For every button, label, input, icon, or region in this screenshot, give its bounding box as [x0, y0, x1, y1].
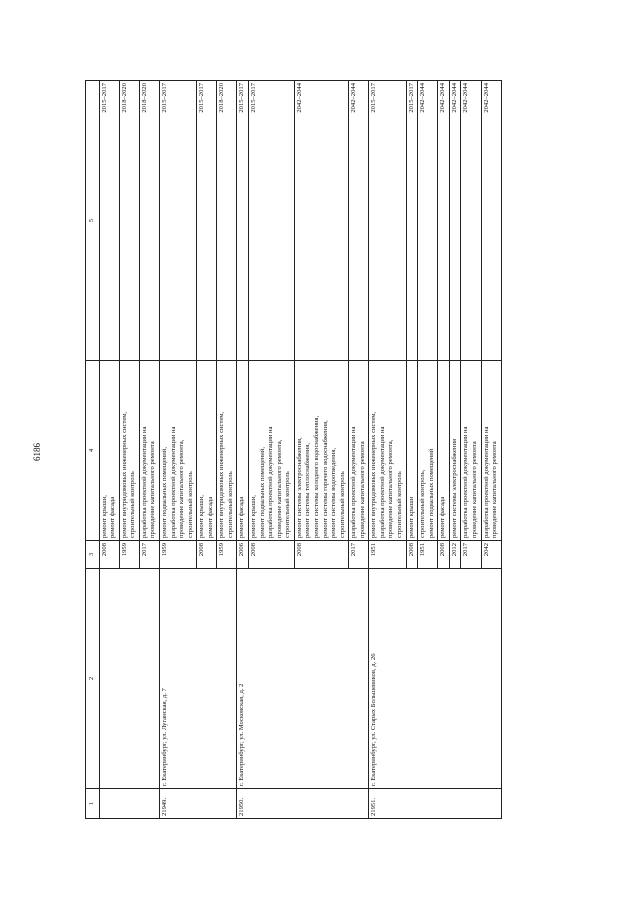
period-cell: 2042–2044	[294, 81, 348, 361]
works-cell	[139, 361, 159, 541]
header-col-4: 4	[86, 361, 100, 541]
works-cell	[99, 361, 119, 541]
work-line: ремонт системы электроснабжения,	[295, 437, 303, 538]
row-number: 21951.	[369, 789, 501, 819]
work-line: ремонт крыши	[407, 496, 415, 538]
year-cell: 2008	[406, 541, 418, 569]
work-line: ремонт системы горячего водоснабжения,	[321, 420, 329, 538]
works-cell	[418, 361, 438, 541]
period-cell: 2042–2044	[481, 81, 501, 361]
row-number: 21949.	[159, 789, 237, 819]
table-row	[99, 81, 119, 819]
period-cell: 2015–2017	[237, 81, 249, 361]
year-cell: 1959	[159, 541, 196, 569]
works-cell	[249, 361, 295, 541]
work-line: строительный контроль	[284, 471, 292, 538]
work-line: разработка проектной документации на	[378, 426, 386, 538]
year-cell: 2006	[237, 541, 249, 569]
works-cell	[438, 361, 450, 541]
row-number	[99, 789, 159, 819]
year-cell: 1959	[119, 541, 139, 569]
rotated-table-wrap	[85, 80, 602, 819]
work-line: проведение капитального ремонта	[491, 441, 499, 538]
period-cell: 2042–2044	[449, 81, 461, 361]
work-line: строительный контроль,	[419, 469, 427, 538]
header-col-5: 5	[86, 81, 100, 361]
work-line: разработка проектной документации на	[350, 426, 358, 538]
period-cell: 2042–2044	[438, 81, 450, 361]
header-col-2: 2	[86, 569, 100, 789]
work-line: ремонт фасада	[206, 496, 214, 538]
page-number: 6186	[32, 443, 42, 461]
table-row	[369, 81, 406, 819]
address-cell: г. Екатеринбург, ул. Старых Большевиков, д. 26	[369, 569, 501, 789]
work-line: ремонт системы водоотведения,	[330, 447, 338, 538]
works-cell	[481, 361, 501, 541]
year-cell: 2017	[139, 541, 159, 569]
period-cell: 2042–2044	[349, 81, 369, 361]
work-line: разработка проектной документации на	[140, 426, 148, 538]
works-cell	[461, 361, 481, 541]
year-cell: 1951	[369, 541, 406, 569]
work-line: разработка проектной документации на	[462, 426, 470, 538]
work-line: строительный контроль	[186, 471, 194, 538]
work-line: ремонт системы холодного водоснабжения,	[312, 415, 320, 538]
work-line: ремонт крыши,	[100, 495, 108, 538]
year-cell: 2042	[481, 541, 501, 569]
header-col-3: 3	[86, 541, 100, 569]
work-line: проведение капитального ремонта	[149, 441, 157, 538]
work-line: ремонт крыши,	[198, 495, 206, 538]
period-cell: 2018–2020	[217, 81, 237, 361]
work-line: строительный контроль	[396, 471, 403, 538]
work-line: ремонт подвальных помещений,	[160, 447, 168, 538]
works-cell	[217, 361, 237, 541]
work-line: проведение капитального ремонта,	[178, 439, 186, 538]
year-cell: 2017	[349, 541, 369, 569]
period-cell: 2042–2044	[418, 81, 438, 361]
work-line: ремонт фасада	[439, 496, 447, 538]
works-cell	[294, 361, 348, 541]
work-line: строительный контроль	[129, 471, 137, 538]
work-line: строительный контроль	[226, 471, 234, 538]
year-cell: 2008	[197, 541, 217, 569]
work-line: проведение капитального ремонта	[470, 441, 478, 538]
work-line: строительный контроль	[338, 471, 346, 538]
year-cell: 1951	[418, 541, 438, 569]
work-line: ремонт фасада	[109, 496, 117, 538]
address-cell	[99, 569, 159, 789]
work-line: ремонт подвальных помещений,	[258, 447, 266, 538]
work-line: ремонт подвальных помещений	[427, 448, 435, 538]
period-cell: 2015–2017	[369, 81, 406, 361]
works-cell	[406, 361, 418, 541]
year-cell: 2008	[99, 541, 119, 569]
table-row	[237, 81, 249, 819]
table-row	[159, 81, 196, 819]
row-number: 21950.	[237, 789, 369, 819]
work-line: ремонт внутридомовых инженерных систем,	[218, 411, 226, 538]
work-line: ремонт фасада	[238, 496, 246, 538]
work-line: ремонт внутридомовых инженерных систем,	[120, 411, 128, 538]
table-body	[99, 81, 501, 819]
work-line: проведение капитального ремонта,	[275, 439, 283, 538]
year-cell: 2008	[438, 541, 450, 569]
works-cell	[449, 361, 461, 541]
address-cell: г. Екатеринбург, ул. Луганская, д. 7	[159, 569, 237, 789]
year-cell: 2008	[249, 541, 295, 569]
period-cell: 2015–2017	[249, 81, 295, 361]
header-row	[86, 81, 100, 819]
capital-repair-table	[85, 80, 502, 819]
works-cell	[349, 361, 369, 541]
work-line: ремонт системы электроснабжения	[450, 438, 458, 538]
work-line: ремонт внутридомовых инженерных систем,	[370, 411, 378, 538]
year-cell: 2017	[461, 541, 481, 569]
year-cell: 1959	[217, 541, 237, 569]
period-cell: 2015–2017	[99, 81, 119, 361]
period-cell: 2015–2017	[159, 81, 196, 361]
works-cell	[197, 361, 217, 541]
work-line: разработка проектной документации на	[482, 426, 490, 538]
period-cell: 2018–2020	[139, 81, 159, 361]
work-line: разработка проектной документации на	[169, 426, 177, 538]
year-cell: 2008	[294, 541, 348, 569]
address-cell: г. Екатеринбург, ул. Московская, д. 2	[237, 569, 369, 789]
works-cell	[237, 361, 249, 541]
period-cell: 2018–2020	[119, 81, 139, 361]
work-line: проведение капитального ремонта	[358, 441, 366, 538]
period-cell: 2042–2044	[461, 81, 481, 361]
period-cell: 2015–2017	[406, 81, 418, 361]
work-line: проведение капитального ремонта,	[387, 439, 395, 538]
work-line: ремонт крыши,	[250, 495, 257, 538]
works-cell	[119, 361, 139, 541]
work-line: разработка проектной документации на	[267, 426, 275, 538]
year-cell: 2012	[449, 541, 461, 569]
work-line: ремонт системы теплоснабжения,	[304, 443, 312, 538]
works-cell	[369, 361, 406, 541]
header-col-1: 1	[86, 789, 100, 819]
works-cell	[159, 361, 196, 541]
period-cell: 2015–2017	[197, 81, 217, 361]
